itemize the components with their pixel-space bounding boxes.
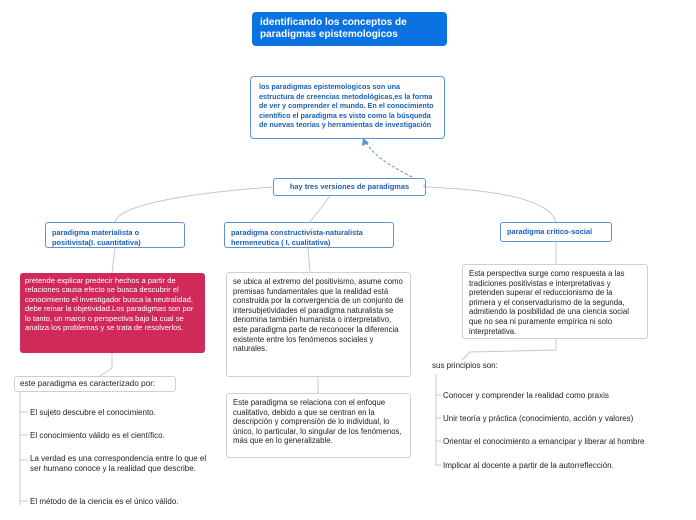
principle-item[interactable]: Implicar al docente a partir de la autorreflección. [443, 461, 614, 470]
trait-item[interactable]: El método de la ciencia es el único válido. [30, 497, 179, 506]
relationship-arrow [366, 142, 412, 177]
principles-label[interactable]: sus principios son: [432, 361, 498, 370]
principle-item[interactable]: Conocer y comprender la realidad como praxis [443, 391, 609, 400]
principle-item[interactable]: Unir teoría y práctica (conocimiento, acción y valores) [443, 414, 634, 423]
materialista-description[interactable]: pretende explicar predecir hechos a partir de relaciones causa efecto se busca descubrir el conocimiento el investigador busca la neutralidad, debe reinar la objetividad.Los paradigmas son por lo tanto, un marco o perspectiva bajo la cual se analiza los problemas y se trata de resolverlos. [20, 273, 205, 353]
characterized-label[interactable]: este paradigma es caracterizado por: [14, 376, 176, 392]
trait-item[interactable]: El conocimiento válido es el científico. [30, 431, 165, 440]
paradigm-critico[interactable]: paradigma critico-social [500, 222, 612, 242]
hub-connector [115, 187, 273, 222]
trait-item[interactable]: La verdad es una correspondencia entre lo que el ser humano conoce y la realidad que describe. [30, 454, 207, 473]
trait-item[interactable]: El sujeto descubre el conocimiento. [30, 408, 156, 417]
hub-node[interactable]: hay tres versiones de paradigmas [273, 178, 426, 196]
constructivista-description-1[interactable]: se ubica al extremo del positivismo, asume como premisas fundamentales que la realidad está construida por la convergencia de un conjunto de intersubjetividades el paradigma naturalista se denomina también humanista o interpretativo, este paradigma parte de reconocer la diferencia existente entre los fenómenos sociales y naturales. [226, 272, 411, 377]
critico-description[interactable]: Esta perspectiva surge como respuesta a las tradiciones positivistas e interpretativas y pretenden superar el reduccionismo de la primera y el conservadurismo de la segunda, admitiendo la posibilidad de una ciencia social que no sea ni puramente empírica ni solo interpretativa. [462, 264, 648, 339]
central-topic[interactable]: identificando los conceptos de paradigmas epistemologicos [252, 12, 447, 46]
paradigm-constructivista[interactable]: paradigma constructivista-naturalista hermeneutica ( I. cualitativa) [224, 222, 394, 248]
constructivista-description-2[interactable]: Este paradigma se relaciona con el enfoque cualitativo, debido a que se centran en la descripción y comprensión de lo individual, lo único, lo particular, lo singular de los fenómenos, más que en lo generalizable. [226, 393, 411, 458]
collapse-arrow-icon[interactable]: ‹ [423, 183, 426, 190]
definition-node[interactable]: los paradigmas epistemologicos son una estructura de creencias metodológicas,es la forma de ver y comprender el mundo. En el conocimiento científico el paradigma es visto como la búsqueda de nuevas teorías y herramientas de investigación [250, 76, 445, 139]
principle-item[interactable]: Orientar el conocimiento a emancipar y liberar al hombre [443, 437, 645, 446]
paradigm-materialista[interactable]: paradigma materialista o positivista(I. cuantitativa) [45, 222, 185, 248]
